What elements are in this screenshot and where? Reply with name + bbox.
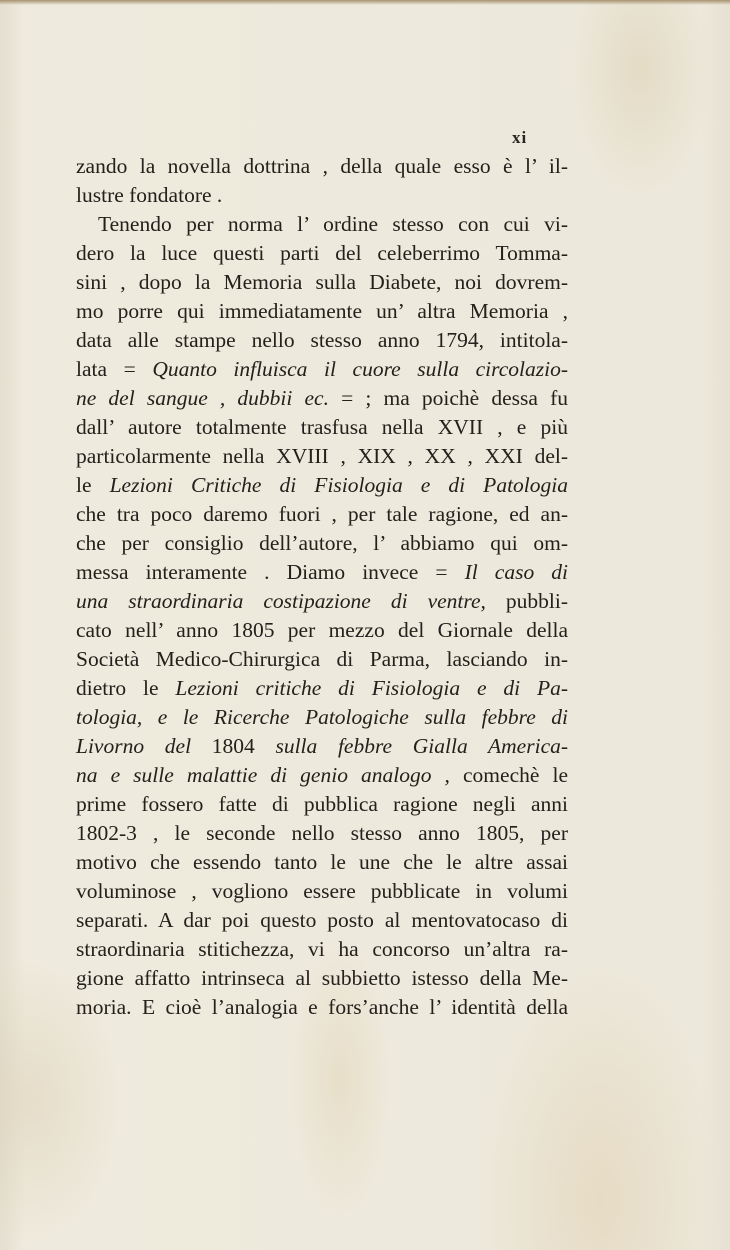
text-run: motivo che essendo tanto le une che le altre assai — [76, 850, 568, 874]
page-top-edge — [0, 0, 730, 5]
text-run: 1802-3 , le seconde nello stesso anno 1805, per — [76, 821, 568, 845]
text-run: lata = — [76, 357, 153, 381]
text-line — [76, 819, 568, 848]
text-run: zando la novella dottrina , della quale esso è l’ il- — [76, 154, 568, 178]
text-line — [76, 529, 568, 558]
italic-title-text: sulla febbre Gialla America- — [275, 734, 569, 758]
text-line — [76, 616, 568, 645]
text-line — [76, 674, 568, 703]
text-line — [76, 935, 568, 964]
text-run: particolarmente nella XVIII , XIX , XX , XXI del- — [76, 444, 568, 468]
text-line — [76, 442, 568, 471]
text-line — [76, 152, 568, 181]
italic-title-text: una straordinaria costipazione di ventre, — [76, 589, 486, 613]
text-run: 1804 — [211, 734, 276, 758]
text-line — [76, 210, 568, 239]
text-run: dietro le — [76, 676, 176, 700]
text-run: moria. E cioè l’analogia e fors’anche l’ identità della — [76, 995, 568, 1019]
text-line — [76, 906, 568, 935]
text-line — [76, 384, 568, 413]
text-line — [76, 703, 568, 732]
text-run: sini , dopo la Memoria sulla Diabete, noi dovrem- — [76, 270, 568, 294]
text-line — [76, 964, 568, 993]
text-run: cato nell’ anno 1805 per mezzo del Giornale della — [76, 618, 568, 642]
text-run: Tenendo per norma l’ ordine stesso con cui vi- — [98, 212, 568, 236]
text-run: Società Medico-Chirurgica di Parma, lasciando in- — [76, 647, 568, 671]
text-run: = ; ma poichè dessa fu — [328, 386, 568, 410]
text-run: le — [76, 473, 110, 497]
text-line — [76, 761, 568, 790]
text-line — [76, 993, 568, 1022]
italic-title-text: ne del sangue , dubbii ec. — [76, 386, 329, 410]
italic-title-text: Il caso di — [464, 560, 568, 584]
text-line — [76, 181, 568, 210]
text-line — [76, 355, 568, 384]
text-line — [76, 790, 568, 819]
text-run: comechè le — [449, 763, 568, 787]
text-run: prime fossero fatte di pubblica ragione negli anni — [76, 792, 568, 816]
text-line — [76, 326, 568, 355]
text-run: pubbli- — [485, 589, 568, 613]
text-line — [76, 848, 568, 877]
text-run: lustre fondatore . — [76, 183, 223, 207]
text-line — [76, 239, 568, 268]
italic-title-text: tologia, e le Ricerche Patologiche sulla febbre di — [76, 705, 568, 729]
text-line — [76, 877, 568, 906]
text-line — [76, 732, 568, 761]
italic-title-text: Lezioni Critiche di Fisiologia e di Patologia — [109, 473, 568, 497]
text-run: dall’ autore totalmente trasfusa nella XVII , e più — [76, 415, 568, 439]
text-line — [76, 558, 568, 587]
text-run: che per consiglio dell’autore, l’ abbiamo qui om- — [76, 531, 568, 555]
text-line — [76, 268, 568, 297]
page-number: xi — [512, 128, 528, 147]
body-text — [76, 152, 568, 1022]
text-run: che tra poco daremo fuori , per tale ragione, ed an- — [76, 502, 568, 526]
text-run: gione affatto intrinseca al subbietto istesso della Me- — [76, 966, 568, 990]
text-run: separati. A dar poi questo posto al mentovatocaso di — [76, 908, 568, 932]
italic-title-text: na e sulle malattie di genio analogo , — [76, 763, 450, 787]
text-run: messa interamente . Diamo invece = — [76, 560, 465, 584]
text-line — [76, 471, 568, 500]
italic-title-text: Quanto influisca il cuore sulla circolazio- — [152, 357, 568, 381]
text-line — [76, 297, 568, 326]
text-run: dero la luce questi parti del celeberrimo Tomma- — [76, 241, 568, 265]
text-line — [76, 587, 568, 616]
text-line — [76, 413, 568, 442]
text-run: data alle stampe nello stesso anno 1794, intitola- — [76, 328, 568, 352]
text-line — [76, 645, 568, 674]
text-run: straordinaria stitichezza, vi ha concorso un’altra ra- — [76, 937, 568, 961]
text-run: mo porre qui immediatamente un’ altra Memoria , — [76, 299, 568, 323]
text-run: voluminose , vogliono essere pubblicate in volumi — [76, 879, 568, 903]
italic-title-text: Lezioni critiche di Fisiologia e di Pa- — [175, 676, 569, 700]
text-line — [76, 500, 568, 529]
italic-title-text: Livorno del — [76, 734, 212, 758]
